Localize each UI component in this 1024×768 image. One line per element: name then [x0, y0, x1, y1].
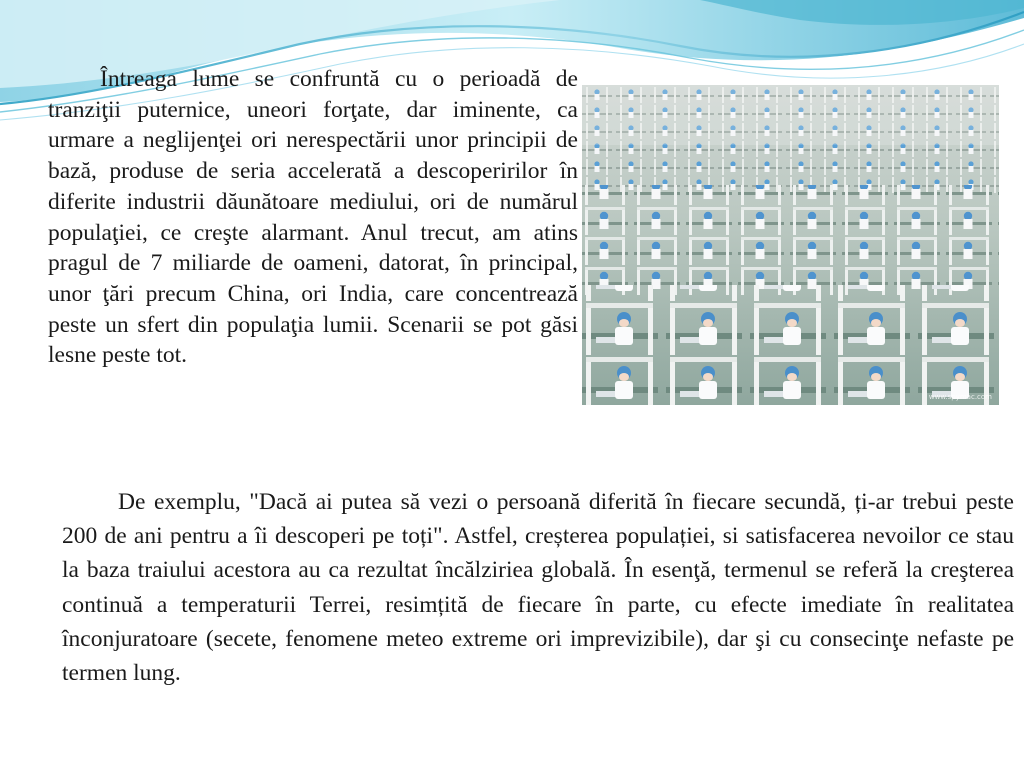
photo-rows-mid	[582, 185, 999, 295]
paragraph-intro: Întreaga lume se confruntă cu o perioadă de tranziţii puternice, uneori forţate, dar iminente, ca urmare a neglijenţei ori nerespectării unor principii de bază, produse de seria accelerată a descoperirilor în diferite industrii dăunătoare mediului, ori de numărul populaţiei, ce creşte alarmant. Anul trecut, am atins pragul de 7 miliarde de oameni, datorat, în principal, unor ţări precum China, ori India, care concentrează peste un sfert din populaţia lumii. Scenarii se pot găsi lesne peste tot.	[48, 66, 578, 369]
photo-watermark: www.spymac.com	[928, 393, 992, 401]
paragraph-example: De exemplu, "Dacă ai putea să vezi o persoană diferită în fiecare secundă, ți-ar trebui peste 200 de ani pentru a îi descoperi pe toți". Astfel, creșterea populației, si satisfacerea nevoilor ce stau la baza traiului acestora au ca rezultat încălziriea globală. În esenţă, termenul se referă la creşterea continuă a temperaturii Terrei, resimțită de fiecare în parte, cu efecte imediate în realitatea înconjuratoare (secete, fenomene meteo extreme ori imprevizibile), dar şi cu consecinţe nefaste pe termen lung.	[62, 489, 1014, 687]
factory-workers-photo	[582, 85, 999, 405]
photo-haze	[582, 85, 999, 145]
photo-rows-near	[582, 285, 999, 405]
